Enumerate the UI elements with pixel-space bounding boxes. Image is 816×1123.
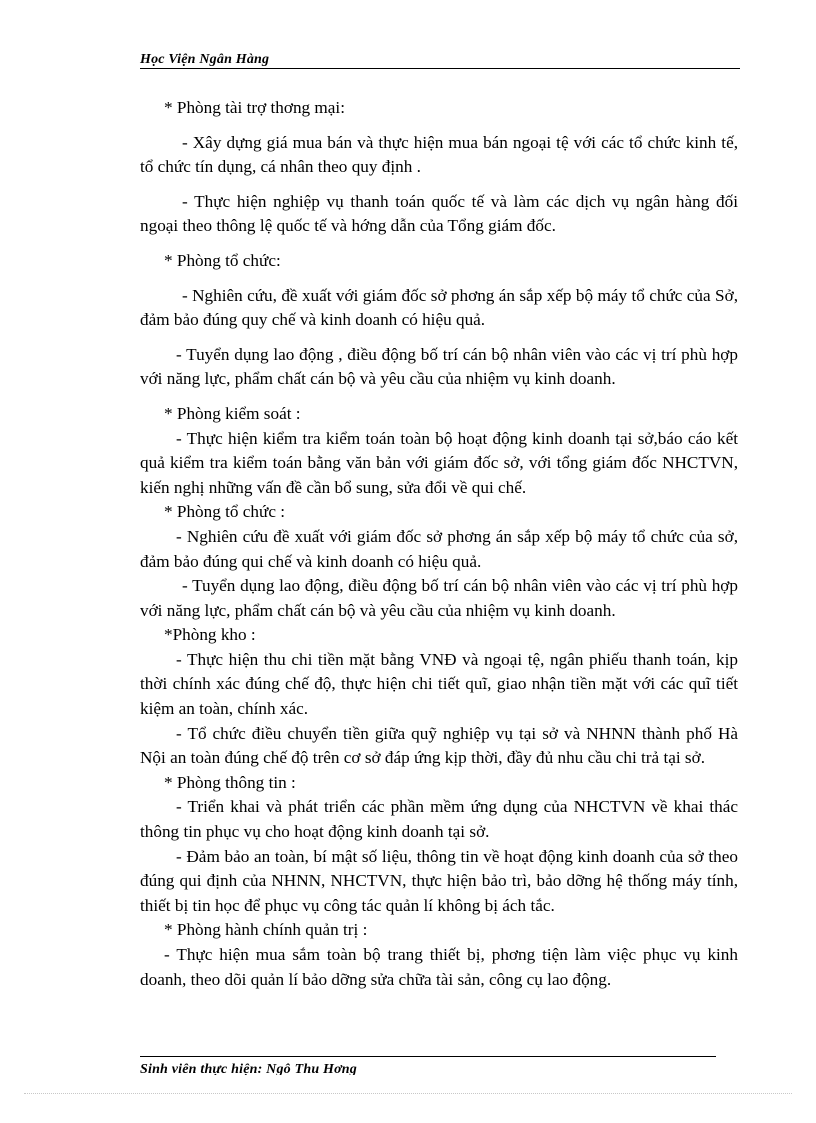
section-heading-information: * Phòng thông tin :: [164, 772, 296, 792]
paragraph: - Thực hiện kiểm tra kiểm toán toàn bộ hoạt động kinh doanh tại sở,báo cáo kết quả kiểm tra kiểm toán bằng văn bản với giám đốc sở, với tổng giám đốc NHCTVN, kiến nghị những vấn đề cần bổ sung, sửa đổi về qui chế.: [140, 428, 738, 497]
paragraph: - Tổ chức điều chuyển tiền giữa quỹ nghiệp vụ tại sở và NHNN thành phố Hà Nội an toàn đúng chế độ trên cơ sở đáp ứng kịp thời, đầy đủ nhu cầu chi trả tại sở.: [140, 723, 738, 768]
paragraph: - Xây dựng giá mua bán và thực hiện mua bán ngoại tệ với các tổ chức kinh tế, tổ chức tín dụng, cá nhân theo quy định .: [140, 132, 738, 177]
paragraph: - Thực hiện nghiệp vụ thanh toán quốc tế và làm các dịch vụ ngân hàng đối ngoại theo thông lệ quốc tế và hớng dẫn của Tổng giám đốc.: [140, 191, 738, 236]
section-heading-organization: * Phòng tổ chức :: [164, 502, 286, 522]
body-text: [140, 96, 738, 992]
paragraph: - Nghiên cứu đề xuất với giám đốc sở phơng án sắp xếp bộ máy tổ chức của sở, đảm bảo đúng qui chế và kinh doanh có hiệu quả.: [140, 526, 738, 571]
section-heading-control: * Phòng kiểm soát :: [164, 403, 301, 423]
section-heading-administration: * Phòng hành chính quản trị :: [164, 920, 368, 940]
paragraph: - Tuyển dụng lao động , điều động bố trí cán bộ nhân viên vào các vị trí phù hợp với năng lực, phẩm chất cán bộ và yêu cầu của nhiệm vụ kinh doanh.: [140, 344, 738, 389]
footer-author: Sinh viên thực hiện: Ngô Thu Hơng: [140, 1062, 357, 1075]
paragraph: - Nghiên cứu, đề xuất với giám đốc sở phơng án sắp xếp bộ máy tổ chức của Sở, đảm bảo đúng quy chế và kinh doanh có hiệu quả.: [140, 285, 738, 330]
paragraph: - Triển khai và phát triển các phần mềm ứng dụng của NHCTVN về khai thác thông tin phục vụ cho hoạt động kinh doanh tại sở.: [140, 797, 738, 842]
footer-divider: [140, 1056, 716, 1057]
page-header: [140, 50, 740, 69]
section-heading-vault: *Phòng kho :: [164, 625, 256, 645]
paragraph: - Đảm bảo an toàn, bí mật số liệu, thông tin về hoạt động kinh doanh của sở theo đúng qui định của NHNN, NHCTVN, thực hiện bảo trì, bảo dỡng hệ thống máy tính, thiết bị tin học để phục vụ công tác quản lí không bị ách tắc.: [140, 846, 738, 915]
page-boundary: [24, 1093, 792, 1094]
section-heading-organization: * Phòng tổ chức:: [164, 250, 281, 270]
paragraph: - Thực hiện mua sắm toàn bộ trang thiết bị, phơng tiện làm việc phục vụ kinh doanh, theo dõi quản lí bảo dỡng sửa chữa tài sản, công cụ lao động.: [140, 945, 738, 989]
paragraph: - Thực hiện thu chi tiền mặt bằng VNĐ và ngoại tệ, ngân phiếu thanh toán, kịp thời chính xác đúng chế độ, thực hiện chi tiết quĩ, giao nhận tiền mặt với các quĩ tiết kiệm an toàn, chính xác.: [140, 649, 738, 719]
paragraph: - Tuyển dụng lao động, điều động bố trí cán bộ nhân viên vào các vị trí phù hợp với năng lực, phẩm chất cán bộ và yêu cầu của nhiệm vụ kinh doanh.: [140, 576, 738, 620]
header-title: Học Viện Ngân Hàng: [140, 52, 270, 67]
section-heading-trade-finance: * Phòng tài trợ thơng mại:: [164, 98, 345, 117]
